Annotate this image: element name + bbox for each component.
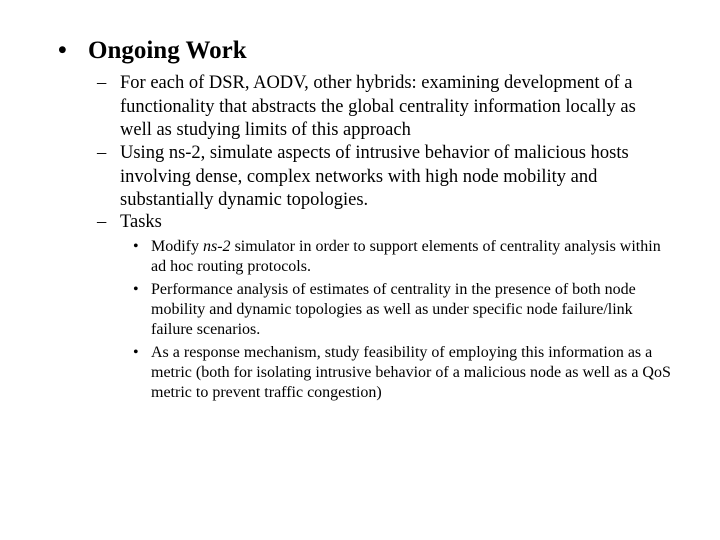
- heading-text: Ongoing Work: [88, 37, 247, 64]
- task-item-response-mechanism: [133, 343, 673, 403]
- task-item-performance-analysis: [133, 280, 673, 340]
- list-item-text: Tasks: [120, 212, 162, 232]
- task-item-text: Performance analysis of estimates of centrality in the presence of both node mobility and dynamic topologies as well as under specific node failure/link failure scenarios.: [151, 281, 636, 338]
- task-item-modify-ns2: [133, 237, 673, 277]
- dash-marker: –: [97, 212, 107, 232]
- heading-bullet: •: [58, 37, 67, 64]
- task-text-pre: Modify: [151, 238, 203, 255]
- dash-marker: –: [97, 73, 107, 93]
- list-item-ns2-simulate: [97, 142, 667, 213]
- task-item-text: [151, 237, 673, 277]
- list-item-tasks: [97, 211, 667, 235]
- task-bullet: •: [133, 344, 139, 361]
- slide-heading: [58, 34, 247, 68]
- list-item-text: For each of DSR, AODV, other hybrids: examining development of a functionality that abstracts the global centrality information locally as well as studying limits of this approach: [120, 73, 636, 140]
- task-bullet: •: [133, 238, 139, 255]
- task-text-italic: ns-2: [203, 238, 231, 255]
- task-item-text: As a response mechanism, study feasibility of employing this information as a metric (both for isolating intrusive behavior of a malicious node as well as a QoS metric to prevent traffic congestion): [151, 344, 671, 401]
- dash-marker: –: [97, 143, 107, 163]
- task-bullet: •: [133, 281, 139, 298]
- list-item-dsr-aodv: [97, 72, 667, 143]
- task-text-post: simulator in order to support elements of centrality analysis within ad hoc routing protocols.: [151, 238, 661, 275]
- list-item-text: Using ns-2, simulate aspects of intrusive behavior of malicious hosts involving dense, complex networks with high node mobility and substantially dynamic topologies.: [120, 143, 629, 210]
